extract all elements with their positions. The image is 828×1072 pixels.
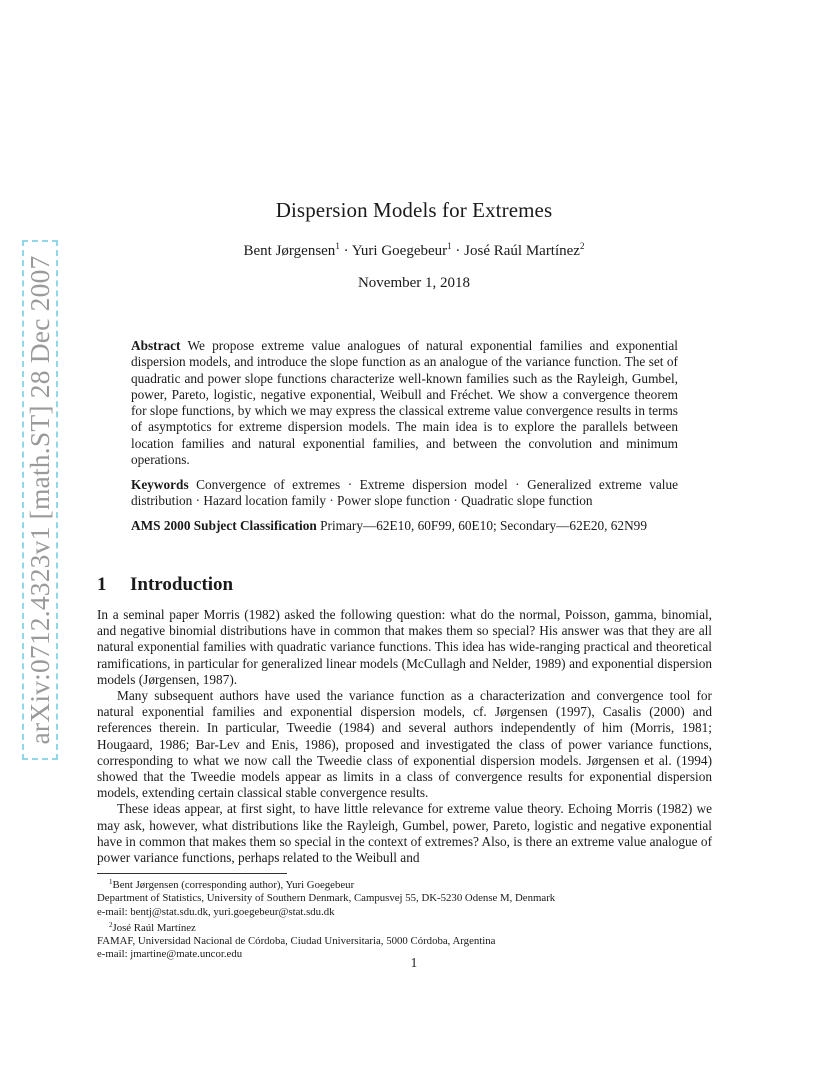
author-name: Yuri Goegebeur: [351, 243, 448, 259]
arxiv-stamp-text: arXiv:0712.4323v1 [math.ST] 28 Dec 2007: [24, 255, 55, 745]
footnote-mark: 1: [109, 878, 113, 886]
footnote-1-email: e-mail: bentj@stat.sdu.dk, yuri.goegebeur@stat.sdu.dk: [97, 905, 335, 918]
keywords: [131, 477, 678, 510]
abstract: [131, 338, 678, 468]
footnote-mark: 2: [109, 920, 113, 929]
paragraph: In a seminal paper Morris (1982) asked the following question: what do the normal, Poisson, gamma, binomial, and negative binomial distributions have in common that makes them so special? His answer was that they are all natural exponential families with quadratic variance functions. This idea has wide-ranging practical and theoretical ramifications, in particular for generalized linear models (McCullagh and Nelder, 1989) and exponential dispersion models (Jørgensen, 1987).: [97, 607, 712, 687]
footnote-2-email: e-mail: jmartine@mate.uncor.edu: [97, 948, 243, 961]
footnote-1-head: $^1$Bent Jørgensen (corresponding author), Yuri Goegebeur: [109, 878, 355, 891]
author-affiliation-mark: 1: [447, 241, 452, 251]
author-affiliation-mark: 1: [335, 241, 340, 251]
ams-classification: [131, 518, 678, 534]
section-title: Introduction: [130, 574, 234, 595]
author-separator: ·: [339, 243, 352, 259]
author-affiliation-mark: 2: [579, 241, 585, 251]
paper-title: Dispersion Models for Extremes: [275, 198, 553, 222]
body-text: [97, 607, 712, 866]
abstract-label: Abstract: [131, 338, 181, 353]
paper-date: November 1, 2018: [357, 275, 471, 291]
keywords-label: Keywords: [131, 477, 189, 492]
footnotes: [97, 876, 712, 962]
arxiv-stamp: [22, 240, 58, 760]
page-number: 1: [410, 955, 418, 970]
author-separator: ·: [451, 243, 465, 259]
author-line: [0, 241, 828, 260]
abstract-text: We propose extreme value analogues of natural exponential families and exponential dispersion models, and introduce the slope function as an analogue of the variance function. The set of quadratic and power slope functions characterize well-known families such as the Rayleigh, Gumbel, power, Pareto, logistic, negative exponential, Weibull and Fréchet. We show a convergence theorem for slope functions, by which we may express the classical extreme value convergence results in terms of asymptotics for extreme dispersion models. The main idea is to explore the parallels between location families and natural exponential families, and between the convolution and minimum operations.: [131, 338, 678, 468]
footnote-2-address: FAMAF, Universidad Nacional de Córdoba, Ciudad Universitaria, 5000 Córdoba, Argentina: [97, 935, 496, 948]
paragraph: Many subsequent authors have used the variance function as a characterization and convergence tool for natural exponential families and exponential dispersion models, cf. Jørgensen (1997), Casalis (2000) and references therein. In particular, Tweedie (1984) and several authors independently of him (Morris, 1981; Hougaard, 1986; Bar-Lev and Enis, 1986), proposed and investigated the class of power variance functions, corresponding to what we now call the Tweedie class of exponential dispersion models. Jørgensen et al. (1994) showed that the Tweedie models appear as limits in a class of convergence results for exponential dispersion models, extending certain classical stable convergence results.: [97, 688, 712, 801]
footnote-2-head: $^2$José Raúl Martínez: [109, 920, 196, 934]
author-name: Bent Jørgensen: [243, 243, 336, 259]
keywords-text: Convergence of extremes · Extreme dispersion model · Generalized extreme value distribution · Hazard location family · Power slope function · Quadratic slope function: [131, 477, 678, 509]
section-heading: [97, 574, 233, 596]
author-name: José Raúl Martínez: [464, 243, 580, 259]
section-number: 1: [97, 574, 107, 595]
ams-text: Primary—62E10, 60F99, 60E10; Secondary—62E20, 62N99: [320, 518, 647, 533]
ams-label: AMS 2000 Subject Classification: [131, 518, 317, 533]
paragraph: These ideas appear, at first sight, to have little relevance for extreme value theory. Echoing Morris (1982) we may ask, however, what distributions like the Rayleigh, Gumbel, power, Pareto, logistic and negative exponential have in common that makes them so special in the context of extremes? Also, is there an extreme value analogue of power variance functions, perhaps related to the Weibull and: [97, 801, 712, 866]
footnote-1-address: Department of Statistics, University of Southern Denmark, Campusvej 55, DK-5230 Odense M, Denmark: [97, 892, 556, 905]
footnote-rule: [97, 873, 287, 874]
